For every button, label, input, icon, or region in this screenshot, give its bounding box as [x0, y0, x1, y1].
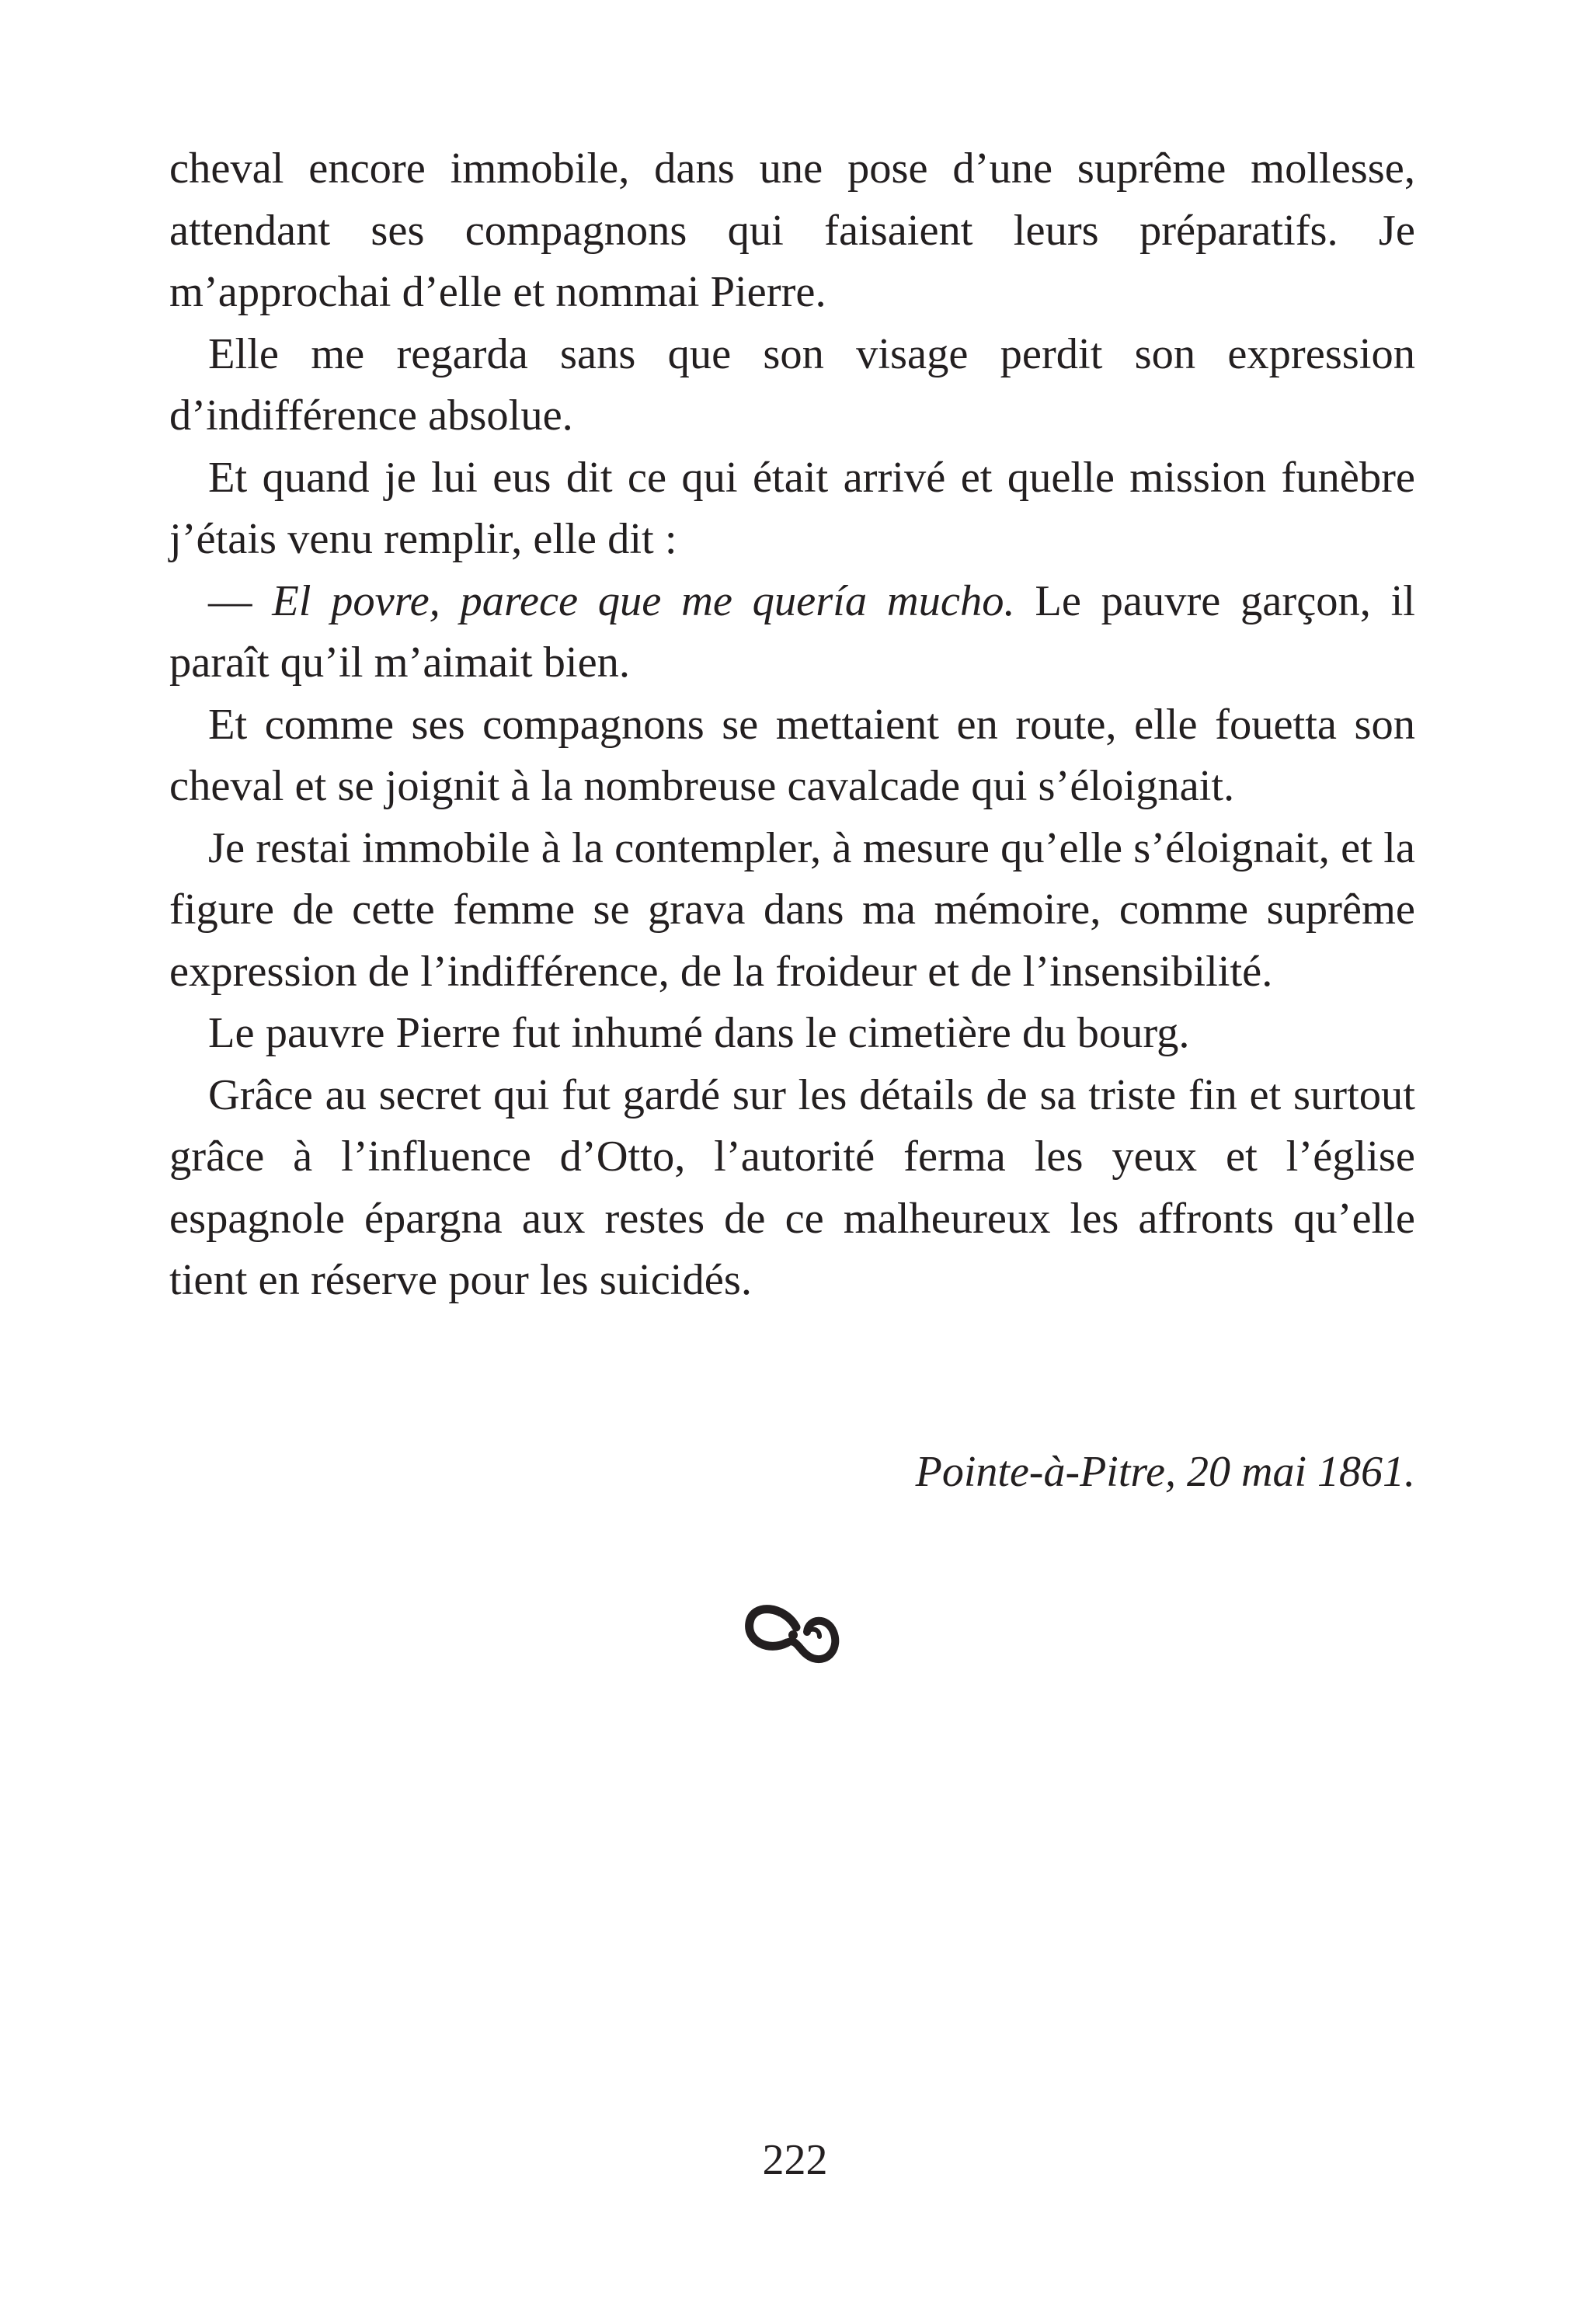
body-text — [169, 138, 1415, 1312]
paragraph-4-dialogue — [169, 571, 1415, 694]
paragraph-3: Et quand je lui eus dit ce qui était arrivé et quelle mission funèbre j’étais venu remplir, elle dit : — [169, 453, 1415, 563]
dialogue-dash: — — [208, 576, 273, 625]
fleuron-ornament-icon — [742, 1596, 843, 1670]
paragraph-2: Elle me regarda sans que son visage perdit son expression d’indifférence absolue. — [169, 329, 1415, 440]
page-number: 222 — [762, 2136, 828, 2184]
place-date-signature: Pointe-à-Pitre, 20 mai 1861. — [915, 1448, 1415, 1496]
quote-translation: Le pauvre garçon, il paraît qu’il m’aimait bien. — [169, 576, 1415, 687]
paragraph-7: Le pauvre Pierre fut inhumé dans le cimetière du bourg. — [208, 1009, 1190, 1057]
paragraph-1: cheval encore immobile, dans une pose d’une suprême mollesse, attendant ses compagnons qui faisaient leurs préparatifs. Je m’approchai d’elle et nommai Pierre. — [169, 144, 1415, 316]
paragraph-6: Je restai immobile à la contempler, à mesure qu’elle s’éloignait, et la figure de cette femme se grava dans ma mémoire, comme suprême expression de l’indifférence, de la froideur et de l’insensibilité. — [169, 823, 1415, 996]
paragraph-8: Grâce au secret qui fut gardé sur les détails de sa triste fin et surtout grâce à l’influence d’Otto, l’autorité ferma les yeux et l’église espagnole épargna aux restes de ce malheureux les affronts qu’elle tient en réserve pour les suicidés. — [169, 1070, 1415, 1304]
spanish-quote: El povre, parece que me quería mucho. — [272, 576, 1015, 625]
paragraph-5: Et comme ses compagnons se mettaient en route, elle fouetta son cheval et se joignit à la nombreuse cavalcade qui s’éloignait. — [169, 700, 1415, 810]
